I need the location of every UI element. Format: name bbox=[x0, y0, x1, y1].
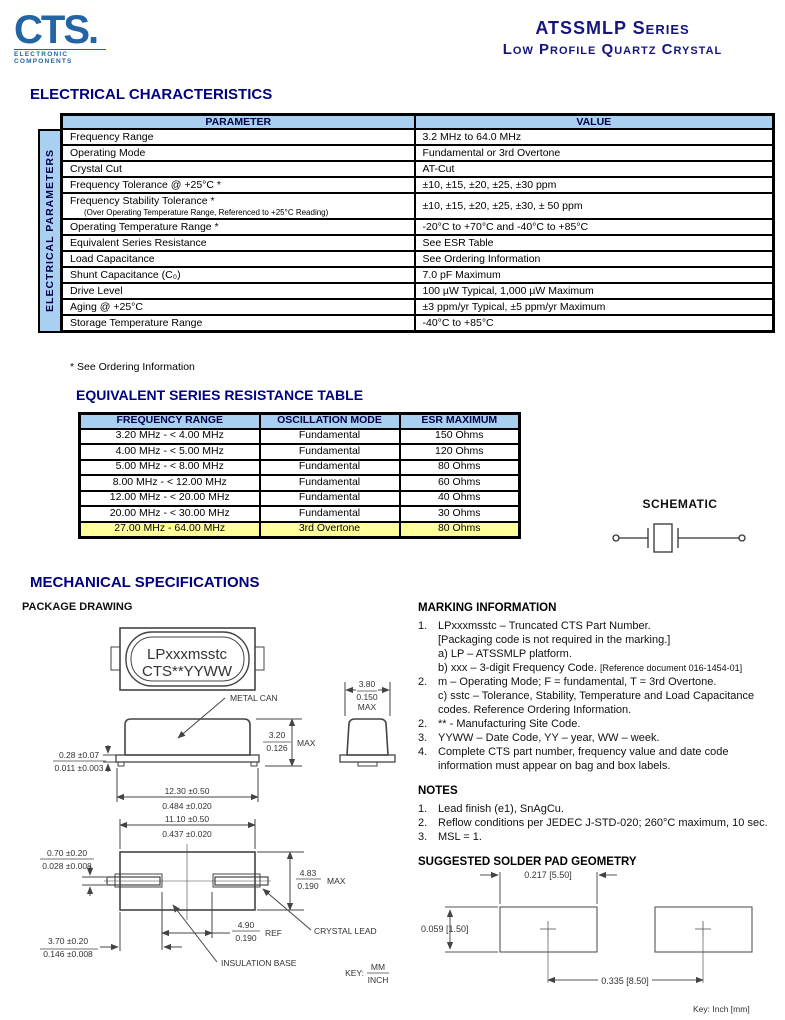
table-row: Crystal Cut AT-Cut bbox=[62, 161, 774, 177]
dim-pad-height: 0.059 [1.50] bbox=[421, 924, 469, 934]
list-item: 1. LPxxxmsstc – Truncated CTS Part Number. bbox=[418, 620, 651, 632]
dim-body-width-in: 0.437 ±0.020 bbox=[162, 829, 212, 839]
list-item: 4. Complete CTS part number, frequency value and date code information must appear on bag and box labels. bbox=[418, 746, 729, 772]
dim-can-height-in: 0.126 bbox=[266, 743, 288, 753]
dim-body-height-mm: 4.83 bbox=[299, 868, 317, 878]
table-row: Frequency Tolerance @ +25°C * ±10, ±15, ±20, ±25, ±30 ppm bbox=[62, 177, 774, 193]
table-row: 20.00 MHz - < 30.00 MHz Fundamental 30 Ohms bbox=[80, 506, 520, 522]
list-item: 2. m – Operating Mode; F = fundamental, T = 3rd Overtone. bbox=[418, 676, 717, 688]
logo-wordmark: CTS. bbox=[14, 8, 98, 52]
logo-tagline: ELECTRONIC COMPONENTS bbox=[14, 49, 106, 65]
list-item: c) sstc – Tolerance, Stability, Temperature and Load Capacitance codes. Reference Ordering Information. bbox=[438, 690, 755, 716]
list-item: 3. YYWW – Date Code, YY – year, WW – week. bbox=[418, 732, 660, 744]
crystal-schematic-icon bbox=[608, 517, 753, 559]
col-parameter: PARAMETER bbox=[62, 115, 415, 130]
dim-overall-width-mm: 12.30 ±0.50 bbox=[164, 786, 210, 796]
metal-can-label: METAL CAN bbox=[230, 693, 278, 703]
key-mm: MM bbox=[370, 962, 386, 972]
col-esr-maximum: ESR MAXIMUM bbox=[400, 414, 520, 429]
schematic-title: SCHEMATIC bbox=[642, 497, 718, 511]
list-item: b) xxx – 3-digit Frequency Code. [Reference document 016-1454-01] bbox=[438, 662, 743, 674]
dim-base-thickness-in: 0.011 ±0.003 bbox=[54, 763, 104, 773]
package-drawing-label: PACKAGE DRAWING bbox=[22, 601, 133, 613]
dim-end-width-in: 0.150 bbox=[356, 692, 378, 702]
dim-end-width-mm: 3.80 bbox=[358, 679, 376, 689]
document-title-block bbox=[440, 18, 785, 58]
key-label: KEY: bbox=[345, 968, 364, 978]
esr-table-heading: EQUIVALENT SERIES RESISTANCE TABLE bbox=[76, 387, 364, 403]
list-item: 2. Reflow conditions per JEDEC J-STD-020; 260°C maximum, 10 sec. bbox=[418, 817, 768, 829]
left-pad bbox=[500, 907, 597, 952]
side-view bbox=[116, 719, 259, 766]
end-view bbox=[340, 719, 395, 766]
dim-pad-spacing: 0.335 [8.50] bbox=[601, 976, 649, 986]
dim-lead-length-in: 0.146 ±0.008 bbox=[43, 949, 93, 959]
cts-logo bbox=[14, 8, 134, 65]
table-header-row bbox=[62, 115, 774, 130]
dim-end-width-max: MAX bbox=[357, 702, 377, 712]
table-row: Shunt Capacitance (C₀) 7.0 pF Maximum bbox=[62, 267, 774, 283]
dim-body-height-in: 0.190 bbox=[297, 881, 319, 891]
right-column bbox=[418, 601, 780, 873]
solder-pad-drawing bbox=[420, 862, 782, 1020]
esr-table bbox=[78, 412, 521, 539]
table-header-row bbox=[80, 414, 520, 429]
dim-body-width-mm: 11.10 ±0.50 bbox=[164, 814, 210, 824]
insulation-base-label: INSULATION BASE bbox=[221, 958, 297, 968]
solder-pad-lines bbox=[445, 872, 752, 983]
dim-lead-spacing-mm: 4.90 bbox=[237, 920, 255, 930]
notes-heading: NOTES bbox=[418, 785, 458, 797]
key-inch: INCH bbox=[367, 975, 389, 985]
electrical-characteristics-heading: ELECTRICAL CHARACTERISTICS bbox=[30, 86, 273, 103]
table-row: 8.00 MHz - < 12.00 MHz Fundamental 60 Ohms bbox=[80, 475, 520, 491]
table-row: Frequency Stability Tolerance * (Over Operating Temperature Range, Referenced to +25°C Reading) ±10, ±15, ±20, ±25, ±30, ± 50 ppm bbox=[62, 193, 774, 219]
dim-lead-spacing-ref: REF bbox=[265, 928, 282, 938]
table-row: Drive Level 100 µW Typical, 1,000 µW Maximum bbox=[62, 283, 774, 299]
list-item: 3. MSL = 1. bbox=[418, 831, 482, 843]
electrical-parameters-side-label: ELECTRICAL PARAMETERS bbox=[38, 129, 60, 333]
package-marking-line2: CTS**YYWW bbox=[142, 663, 232, 680]
electrical-table-wrap bbox=[38, 113, 775, 333]
table-row: 5.00 MHz - < 8.00 MHz Fundamental 80 Ohms bbox=[80, 460, 520, 476]
table-row: Frequency Range 3.2 MHz to 64.0 MHz bbox=[62, 129, 774, 145]
marking-information-heading: MARKING INFORMATION bbox=[418, 602, 557, 614]
col-value: VALUE bbox=[415, 115, 774, 130]
table-row: Load Capacitance See Ordering Information bbox=[62, 251, 774, 267]
dim-lead-thickness-in: 0.028 ±0.008 bbox=[42, 861, 92, 871]
dim-lead-thickness-mm: 0.70 ±0.20 bbox=[46, 848, 88, 858]
dim-body-height-max: MAX bbox=[327, 876, 346, 886]
series-subtitle: Low Profile Quartz Crystal bbox=[502, 41, 723, 58]
mechanical-specifications-heading: MECHANICAL SPECIFICATIONS bbox=[30, 574, 260, 591]
table-row: Aging @ +25°C ±3 ppm/yr Typical, ±5 ppm/yr Maximum bbox=[62, 299, 774, 315]
dim-overall-width-in: 0.484 ±0.020 bbox=[162, 801, 212, 811]
solder-pad-heading: SUGGESTED SOLDER PAD GEOMETRY bbox=[418, 856, 637, 868]
dim-lead-spacing-in: 0.190 bbox=[235, 933, 257, 943]
bottom-view bbox=[104, 844, 271, 920]
right-pad bbox=[655, 907, 752, 952]
crystal-lead-label: CRYSTAL LEAD bbox=[314, 926, 377, 936]
list-item: 2. ** - Manufacturing Site Code. bbox=[418, 718, 581, 730]
dim-pad-width: 0.217 [5.50] bbox=[524, 870, 572, 880]
table-row: Operating Mode Fundamental or 3rd Overtone bbox=[62, 145, 774, 161]
dim-can-height-mm: 3.20 bbox=[268, 730, 286, 740]
col-frequency-range: FREQUENCY RANGE bbox=[80, 414, 260, 429]
list-item: a) LP – ATSSMLP platform. bbox=[438, 648, 572, 660]
schematic-block bbox=[605, 497, 755, 564]
series-title: ATSSMLP Series bbox=[535, 18, 690, 38]
table-row-highlighted: 27.00 MHz - 64.00 MHz 3rd Overtone 80 Ohms bbox=[80, 522, 520, 538]
electrical-table bbox=[60, 113, 775, 333]
package-drawing bbox=[20, 618, 415, 990]
solder-key-label: Key: Inch [mm] bbox=[693, 1004, 750, 1014]
dim-lead-length-mm: 3.70 ±0.20 bbox=[47, 936, 89, 946]
package-marking-line1: LPxxxmsstc bbox=[146, 646, 228, 663]
list-item: 1. Lead finish (e1), SnAgCu. bbox=[418, 803, 564, 815]
table-row: Equivalent Series Resistance See ESR Table bbox=[62, 235, 774, 251]
col-oscillation-mode: OSCILLATION MODE bbox=[260, 414, 400, 429]
table-row: 3.20 MHz - < 4.00 MHz Fundamental 150 Ohms bbox=[80, 429, 520, 445]
table-row: 12.00 MHz - < 20.00 MHz Fundamental 40 Ohms bbox=[80, 491, 520, 507]
list-item: [Packaging code is not required in the marking.] bbox=[438, 634, 671, 646]
table-row: Storage Temperature Range -40°C to +85°C bbox=[62, 315, 774, 331]
footnote-see-ordering: * See Ordering Information bbox=[70, 361, 195, 373]
dim-can-height-max: MAX bbox=[297, 738, 316, 748]
dim-base-thickness-mm: 0.28 ±0.07 bbox=[58, 750, 100, 760]
table-row: Operating Temperature Range * -20°C to +70°C and -40°C to +85°C bbox=[62, 219, 774, 235]
table-row: 4.00 MHz - < 5.00 MHz Fundamental 120 Ohms bbox=[80, 444, 520, 460]
